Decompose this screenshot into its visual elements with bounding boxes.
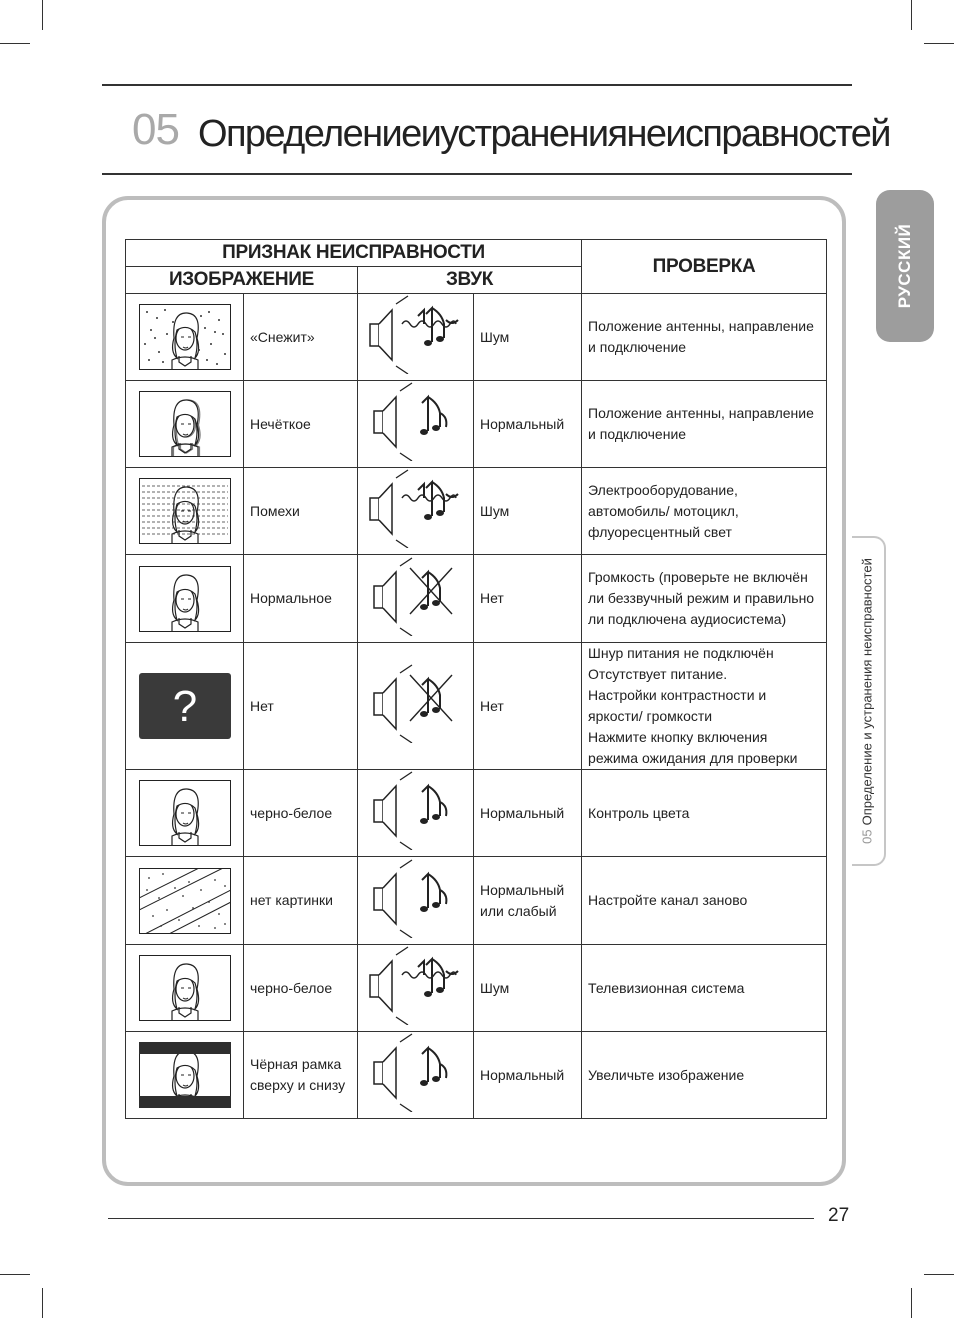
side-tab-number: 05 (859, 829, 875, 844)
page-number: 27 (828, 1205, 850, 1226)
picture-symptom: черно-белое (244, 945, 358, 1032)
language-tab-label: РУССКИЙ (895, 223, 914, 309)
letterbox-screen-icon (139, 1042, 231, 1108)
picture-header: ИЗОБРАЖЕНИЕ (126, 267, 358, 294)
sound-symptom: Нормальный или слабый (474, 857, 582, 945)
chapter-number: 05 (132, 105, 179, 154)
picture-symptom: Нет (244, 643, 358, 770)
troubleshooting-table (125, 239, 827, 1119)
sound-symptom: Шум (474, 294, 582, 381)
symptom-header: ПРИЗНАК НЕИСПРАВНОСТИ (126, 240, 582, 267)
crop-mark (924, 43, 954, 44)
sound-header: ЗВУК (358, 267, 582, 294)
chapter-title: Определениеиустранениянеисправностей (198, 113, 890, 155)
check-text: Положение антенны, направление и подключение (582, 294, 827, 381)
check-text: Положение антенны, направление и подключение (582, 381, 827, 468)
sound-symptom: Нормальный (474, 1032, 582, 1119)
noisy-speaker-icon (366, 294, 466, 374)
check-header: ПРОВЕРКА (582, 240, 827, 294)
crop-mark (42, 0, 43, 30)
muted-speaker-icon (366, 556, 466, 636)
table-row (126, 1032, 827, 1119)
normal-screen-icon (139, 780, 231, 846)
footer-rule (108, 1218, 814, 1219)
picture-symptom: Помехи (244, 468, 358, 555)
side-tab-text: Определение и устранения неисправностей (859, 558, 875, 826)
table-row (126, 381, 827, 468)
table-row (126, 555, 827, 643)
normal-screen-icon (139, 566, 231, 632)
sound-symptom: Шум (474, 468, 582, 555)
picture-symptom: Нечёткое (244, 381, 358, 468)
normal-screen-icon (139, 955, 231, 1021)
crop-mark (911, 0, 912, 30)
sound-symptom: Нормальный (474, 770, 582, 857)
muted-speaker-icon (366, 663, 466, 743)
crop-mark (0, 43, 30, 44)
crop-mark (42, 1288, 43, 1318)
sound-symptom: Шум (474, 945, 582, 1032)
sound-symptom: Нормальный (474, 381, 582, 468)
blurry-screen-icon (139, 391, 231, 457)
no-signal-screen-icon (139, 868, 231, 934)
normal-speaker-icon (366, 1032, 466, 1112)
sound-symptom: Нет (474, 643, 582, 770)
table-row (126, 643, 827, 770)
picture-symptom: нет картинки (244, 857, 358, 945)
header-top-rule (102, 84, 852, 86)
language-tab (876, 190, 934, 342)
check-text: Громкость (проверьте не включён ли беззвучный режим и правильно ли подключена аудиосистема) (582, 555, 827, 643)
question-mark: ? (172, 682, 197, 731)
check-text: Электрооборудование, автомобиль/ мотоцикл, флуоресцентный свет (582, 468, 827, 555)
side-chapter-tab (852, 536, 886, 866)
sound-symptom: Нет (474, 555, 582, 643)
picture-symptom: Нормальное (244, 555, 358, 643)
noisy-speaker-icon (366, 945, 466, 1025)
noisy-speaker-icon (366, 468, 466, 548)
interference-screen-icon (139, 478, 231, 544)
normal-speaker-icon (366, 858, 466, 938)
table-row (126, 857, 827, 945)
crop-mark (911, 1288, 912, 1318)
no-picture-question-icon (139, 673, 231, 739)
check-text: Увеличьте изображение (582, 1032, 827, 1119)
picture-symptom: «Снежит» (244, 294, 358, 381)
side-tab-label (860, 558, 875, 844)
check-text: Контроль цвета (582, 770, 827, 857)
snowy-screen-icon (139, 304, 231, 370)
crop-mark (924, 1274, 954, 1275)
check-text: Настройте канал заново (582, 857, 827, 945)
header-bottom-rule (102, 173, 852, 175)
picture-symptom: Чёрная рамка сверху и снизу (244, 1032, 358, 1119)
normal-speaker-icon (366, 770, 466, 850)
check-text: Телевизионная система (582, 945, 827, 1032)
table-row (126, 945, 827, 1032)
table-row (126, 770, 827, 857)
table-row (126, 468, 827, 555)
table-row (126, 294, 827, 381)
normal-speaker-icon (366, 381, 466, 461)
crop-mark (0, 1274, 30, 1275)
check-text: Шнур питания не подключён Отсутствует питание. Настройки контрастности и яркости/ громкости Нажмите кнопку включения режима ожидания для проверки (582, 643, 827, 770)
picture-symptom: черно-белое (244, 770, 358, 857)
